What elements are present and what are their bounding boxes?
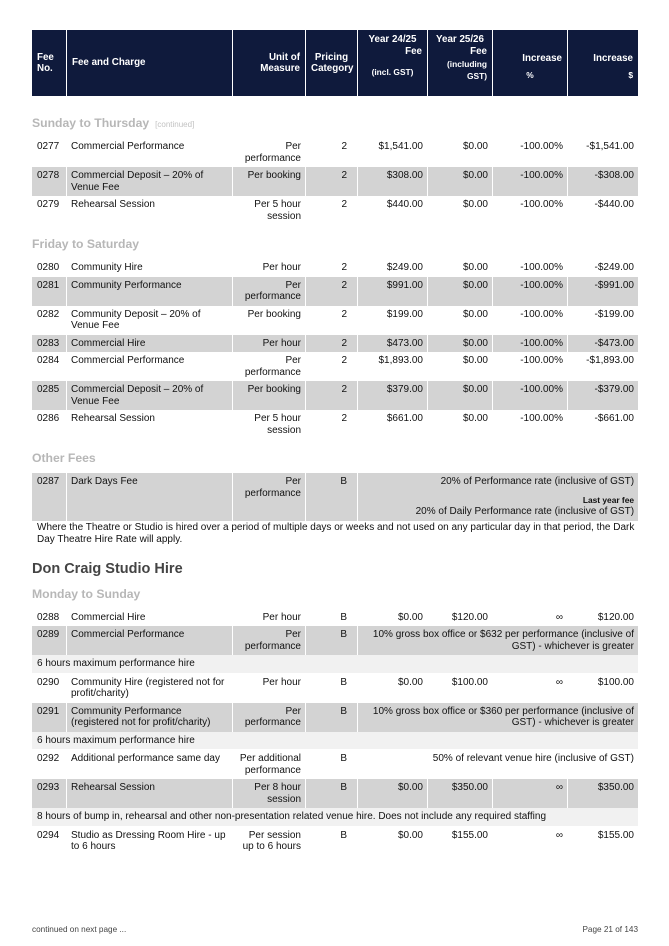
fee-y2: $155.00 <box>428 827 492 856</box>
fee-y1: $440.00 <box>358 196 427 225</box>
fee-category: 2 <box>306 277 357 306</box>
page-number: Page 21 of 143 <box>582 925 638 934</box>
col-increase-pct <box>493 30 567 96</box>
fee-name: Rehearsal Session <box>67 779 232 808</box>
fee-y2: $0.00 <box>428 381 492 410</box>
table-row <box>32 609 638 627</box>
col-year-25-26-sub: (including GST) <box>446 59 487 81</box>
fee-category: B <box>306 473 357 521</box>
fee-no: 0279 <box>32 196 66 225</box>
fee-increase-amt: $155.00 <box>568 827 638 856</box>
fee-unit: Per hour <box>233 674 305 703</box>
fee-y1: $0.00 <box>358 609 427 627</box>
fee-no: 0294 <box>32 827 66 856</box>
col-fee-no: Fee No. <box>32 30 66 96</box>
fee-y1: $0.00 <box>358 827 427 856</box>
fee-description <box>358 473 638 521</box>
fee-y2: $0.00 <box>428 259 492 277</box>
fee-description: 10% gross box office or $360 per performance (inclusive of GST) - whichever is greater <box>358 703 638 732</box>
note-text: 6 hours maximum performance hire <box>32 732 638 750</box>
fee-increase-pct: -100.00% <box>493 410 567 439</box>
section-sunday-to-thursday <box>32 116 637 130</box>
fee-category: 2 <box>306 167 357 196</box>
table-row <box>32 626 638 655</box>
fee-y2: $0.00 <box>428 410 492 439</box>
fee-no: 0292 <box>32 750 66 779</box>
fee-y2: $0.00 <box>428 277 492 306</box>
fee-increase-pct: -100.00% <box>493 167 567 196</box>
fee-category: B <box>306 674 357 703</box>
fee-no: 0285 <box>32 381 66 410</box>
col-year-24-25-label: Year 24/25 <box>368 34 417 45</box>
fee-name: Commercial Hire <box>67 335 232 353</box>
fee-increase-pct: -100.00% <box>493 196 567 225</box>
fee-increase-amt: $100.00 <box>568 674 638 703</box>
fee-name: Rehearsal Session <box>67 410 232 439</box>
fee-y1: $991.00 <box>358 277 427 306</box>
note-text: 8 hours of bump in, rehearsal and other non-presentation related venue hire. Does not include any required staffing <box>32 808 638 826</box>
fee-category: 2 <box>306 138 357 167</box>
fee-unit: Per 5 hour session <box>233 196 305 225</box>
fee-name: Dark Days Fee <box>67 473 232 521</box>
fee-no: 0278 <box>32 167 66 196</box>
table-row <box>32 703 638 732</box>
fee-y1: $1,541.00 <box>358 138 427 167</box>
fee-y1: $1,893.00 <box>358 352 427 381</box>
fee-increase-pct: ∞ <box>493 827 567 856</box>
section-don-craig-studio-hire: Don Craig Studio Hire <box>32 560 183 577</box>
fee-no: 0280 <box>32 259 66 277</box>
fee-name: Additional performance same day <box>67 750 232 779</box>
fee-unit: Per performance <box>233 473 305 521</box>
col-year-24-25 <box>358 30 427 96</box>
section-friday-to-saturday: Friday to Saturday <box>32 237 140 251</box>
fee-category: B <box>306 827 357 856</box>
col-year-25-26-label: Year 25/26 <box>436 34 484 45</box>
fee-unit: Per session up to 6 hours <box>233 827 305 856</box>
fee-no: 0293 <box>32 779 66 808</box>
fee-y2: $0.00 <box>428 335 492 353</box>
fee-y1: $0.00 <box>358 674 427 703</box>
section-monday-to-sunday: Monday to Sunday <box>32 586 141 601</box>
last-year-fee-text: 20% of Daily Performance rate (inclusive of GST) <box>415 506 635 517</box>
fee-increase-amt: -$1,893.00 <box>568 352 638 381</box>
fee-name: Commercial Hire <box>67 609 232 627</box>
fee-category: 2 <box>306 410 357 439</box>
col-pricing-category: Pricing Category <box>306 30 357 96</box>
fee-y2: $100.00 <box>428 674 492 703</box>
fee-increase-amt: -$199.00 <box>568 306 638 335</box>
col-increase-pct-label: Increase <box>522 52 562 64</box>
table-row <box>32 674 638 703</box>
table-note-row <box>32 732 638 750</box>
table-note-row <box>32 808 638 826</box>
table-row <box>32 138 638 167</box>
table-note-row <box>32 655 638 673</box>
fee-no: 0284 <box>32 352 66 381</box>
fee-increase-amt: -$308.00 <box>568 167 638 196</box>
fee-unit: Per 5 hour session <box>233 410 305 439</box>
fee-increase-pct: -100.00% <box>493 335 567 353</box>
table-row <box>32 306 638 335</box>
fee-name: Community Performance (registered not for profit/charity) <box>67 703 232 732</box>
col-year-25-26 <box>428 30 492 96</box>
fee-table-header <box>31 30 639 96</box>
fee-unit: Per performance <box>233 703 305 732</box>
continued-label: [continued] <box>155 120 195 129</box>
section-other-fees: Other Fees <box>32 451 96 465</box>
fee-no: 0286 <box>32 410 66 439</box>
note-text: 6 hours maximum performance hire <box>32 655 638 673</box>
fee-increase-amt: -$379.00 <box>568 381 638 410</box>
fee-no: 0282 <box>32 306 66 335</box>
fee-increase-amt: -$1,541.00 <box>568 138 638 167</box>
fee-name: Community Performance <box>67 277 232 306</box>
fee-name: Community Hire (registered not for profit/charity) <box>67 674 232 703</box>
fee-name: Rehearsal Session <box>67 196 232 225</box>
fee-y1: $473.00 <box>358 335 427 353</box>
fee-unit: Per hour <box>233 335 305 353</box>
fee-y1: $249.00 <box>358 259 427 277</box>
fee-unit: Per performance <box>233 277 305 306</box>
fee-no: 0290 <box>32 674 66 703</box>
fee-category: 2 <box>306 306 357 335</box>
fee-unit: Per 8 hour session <box>233 779 305 808</box>
fee-name: Commercial Performance <box>67 626 232 655</box>
fee-name: Community Hire <box>67 259 232 277</box>
fee-category: 2 <box>306 352 357 381</box>
fee-increase-amt: -$991.00 <box>568 277 638 306</box>
table-row <box>32 750 638 779</box>
table-row <box>32 277 638 306</box>
table-friday-to-saturday <box>31 259 639 439</box>
dark-days-note: Where the Theatre or Studio is hired over a period of multiple days or weeks and not used on any particular day in that period, the Dark Day Theatre Hire Rate will apply. <box>37 521 635 545</box>
continued-footer: continued on next page ... <box>32 925 127 934</box>
col-increase-amt-label: Increase <box>593 52 633 64</box>
fee-category: 2 <box>306 196 357 225</box>
table-row <box>32 827 638 856</box>
fee-increase-pct: -100.00% <box>493 138 567 167</box>
fee-y2: $0.00 <box>428 306 492 335</box>
table-row <box>32 335 638 353</box>
table-row <box>32 779 638 808</box>
col-year-24-25-fee: Fee <box>405 45 422 57</box>
fee-name: Studio as Dressing Room Hire - up to 6 hours <box>67 827 232 856</box>
fee-unit: Per booking <box>233 381 305 410</box>
table-row <box>32 259 638 277</box>
fee-unit: Per hour <box>233 259 305 277</box>
table-row <box>32 167 638 196</box>
fee-increase-pct: -100.00% <box>493 306 567 335</box>
fee-name: Commercial Deposit – 20% of Venue Fee <box>67 381 232 410</box>
fee-y2: $120.00 <box>428 609 492 627</box>
fee-increase-pct: -100.00% <box>493 277 567 306</box>
fee-schedule-page <box>32 30 637 856</box>
table-row <box>32 410 638 439</box>
table-row <box>32 352 638 381</box>
fee-category: 2 <box>306 259 357 277</box>
fee-increase-amt: $120.00 <box>568 609 638 627</box>
fee-category: B <box>306 779 357 808</box>
fee-no: 0288 <box>32 609 66 627</box>
fee-y1: $199.00 <box>358 306 427 335</box>
fee-no: 0281 <box>32 277 66 306</box>
fee-unit: Per performance <box>233 626 305 655</box>
table-row <box>32 381 638 410</box>
fee-unit: Per booking <box>233 167 305 196</box>
fee-increase-amt: -$661.00 <box>568 410 638 439</box>
fee-y1: $308.00 <box>358 167 427 196</box>
table-other-fees <box>31 473 639 521</box>
col-year-25-26-fee: Fee <box>470 45 487 57</box>
fee-unit: Per performance <box>233 352 305 381</box>
fee-name: Commercial Performance <box>67 352 232 381</box>
fee-unit: Per performance <box>233 138 305 167</box>
last-year-fee-label: Last year fee <box>582 494 635 505</box>
table-sunday-to-thursday <box>31 138 639 225</box>
fee-category: 2 <box>306 381 357 410</box>
col-unit-of-measure: Unit of Measure <box>233 30 305 96</box>
fee-y2: $0.00 <box>428 352 492 381</box>
fee-unit: Per hour <box>233 609 305 627</box>
fee-no: 0287 <box>32 473 66 521</box>
fee-name: Commercial Performance <box>67 138 232 167</box>
fee-increase-amt: -$440.00 <box>568 196 638 225</box>
fee-y2: $0.00 <box>428 196 492 225</box>
table-row <box>32 473 638 521</box>
fee-unit: Per booking <box>233 306 305 335</box>
col-year-24-25-sub: (incl. GST) <box>371 67 414 77</box>
fee-name: Community Deposit – 20% of Venue Fee <box>67 306 232 335</box>
section-title: Sunday to Thursday <box>32 116 150 130</box>
fee-category: B <box>306 609 357 627</box>
fee-y1: $661.00 <box>358 410 427 439</box>
table-don-craig <box>31 609 639 856</box>
fee-increase-pct: ∞ <box>493 779 567 808</box>
col-fee-and-charge: Fee and Charge <box>67 30 232 96</box>
fee-desc-text: 20% of Performance rate (inclusive of GST) <box>440 476 635 487</box>
fee-description: 10% gross box office or $632 per performance (inclusive of GST) - whichever is greater <box>358 626 638 655</box>
col-increase-pct-sub: % <box>526 70 534 80</box>
fee-category: 2 <box>306 335 357 353</box>
fee-increase-pct: ∞ <box>493 674 567 703</box>
fee-unit: Per additional performance <box>233 750 305 779</box>
fee-increase-amt: -$249.00 <box>568 259 638 277</box>
fee-increase-pct: -100.00% <box>493 352 567 381</box>
fee-no: 0283 <box>32 335 66 353</box>
fee-y1: $379.00 <box>358 381 427 410</box>
fee-increase-amt: $350.00 <box>568 779 638 808</box>
fee-y1: $0.00 <box>358 779 427 808</box>
fee-y2: $0.00 <box>428 167 492 196</box>
fee-category: B <box>306 626 357 655</box>
fee-increase-pct: -100.00% <box>493 259 567 277</box>
table-row <box>32 196 638 225</box>
fee-no: 0289 <box>32 626 66 655</box>
col-increase-amt <box>568 30 638 96</box>
fee-no: 0291 <box>32 703 66 732</box>
fee-name: Commercial Deposit – 20% of Venue Fee <box>67 167 232 196</box>
fee-increase-amt: -$473.00 <box>568 335 638 353</box>
fee-no: 0277 <box>32 138 66 167</box>
fee-increase-pct: -100.00% <box>493 381 567 410</box>
fee-y2: $350.00 <box>428 779 492 808</box>
fee-increase-pct: ∞ <box>493 609 567 627</box>
col-increase-amt-sub: $ <box>628 70 633 80</box>
fee-y2: $0.00 <box>428 138 492 167</box>
fee-category: B <box>306 703 357 732</box>
fee-category: B <box>306 750 357 779</box>
fee-description: 50% of relevant venue hire (inclusive of GST) <box>358 750 638 779</box>
